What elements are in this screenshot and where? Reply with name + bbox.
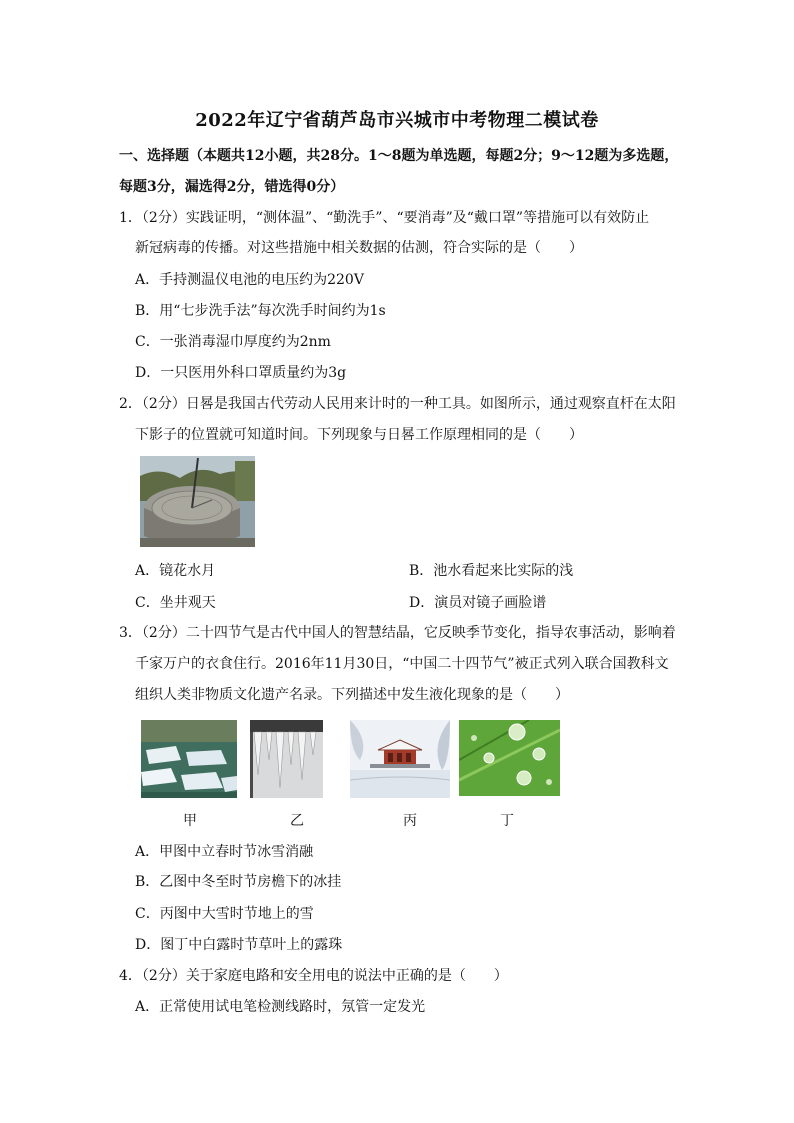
question-1-option-b: B．用“七步洗手法”每次洗手时间约为1s: [135, 303, 386, 319]
question-4-stem-line-1: 4．（2分）关于家庭电路和安全用电的说法中正确的是（ ）: [119, 968, 508, 984]
caption-ding: 丁: [500, 813, 514, 829]
question-1-stem-line-2: 新冠病毒的传播。对这些措施中相关数据的估测，符合实际的是（ ）: [135, 240, 583, 256]
question-1-option-c: C．一张消毒湿巾厚度约为2nm: [135, 334, 331, 350]
question-2-option-c: C．坐井观天: [135, 595, 216, 611]
question-3-option-b: B．乙图中冬至时节房檐下的冰挂: [135, 874, 342, 890]
question-3-stem-line-1: 3．（2分）二十四节气是古代中国人的智慧结晶，它反映季节变化，指导农事活动，影响着: [119, 625, 676, 641]
caption-yi: 乙: [290, 813, 304, 829]
photo-jia-melting-ice: [141, 720, 237, 798]
photo-bing-snow-pavilion: [350, 720, 450, 798]
section-heading-line-1: 一、选择题（本题共12小题，共28分。1～8题为单选题，每题2分；9～12题为多选题，: [119, 148, 679, 164]
question-3-stem-line-2: 千家万户的衣食住行。2016年11月30日，“中国二十四节气”被正式列入联合国教科文: [135, 656, 669, 672]
question-2-stem-line-2: 下影子的位置就可知道时间。下列现象与日晷工作原理相同的是（ ）: [135, 427, 583, 443]
sundial-photo: [140, 456, 255, 547]
question-1-option-a: A．手持测温仪电池的电压约为220V: [135, 272, 364, 288]
exam-title: 2022年辽宁省葫芦岛市兴城市中考物理二模试卷: [195, 110, 599, 131]
question-2-stem-line-1: 2．（2分）日晷是我国古代劳动人民用来计时的一种工具。如图所示，通过观察直杆在太阳: [119, 396, 676, 412]
caption-bing: 丙: [403, 813, 417, 829]
question-1-stem-line-1: 1．（2分）实践证明，“测体温”、“勤洗手”、“要消毒”及“戴口罩”等措施可以有效防止: [119, 210, 650, 226]
question-4-option-a: A．正常使用试电笔检测线路时，氖管一定发光: [135, 999, 426, 1015]
photo-yi-icicles: [250, 720, 323, 798]
question-3-option-a: A．甲图中立春时节冰雪消融: [135, 844, 314, 860]
question-3-option-d: D．图丁中白露时节草叶上的露珠: [135, 937, 343, 953]
question-3-option-c: C．丙图中大雪时节地上的雪: [135, 906, 314, 922]
caption-jia: 甲: [183, 813, 197, 829]
question-1-option-d: D．一只医用外科口罩质量约为3g: [135, 365, 347, 381]
question-3-stem-line-3: 组织人类非物质文化遗产名录。下列描述中发生液化现象的是（ ）: [135, 687, 569, 703]
question-2-option-d: D．演员对镜子画脸谱: [409, 595, 547, 611]
photo-ding-dew-on-leaf: [459, 720, 560, 796]
question-2-option-b: B．池水看起来比实际的浅: [409, 563, 574, 579]
section-heading-line-2: 每题3分，漏选得2分，错选得0分）: [119, 179, 345, 195]
question-2-option-a: A．镜花水月: [135, 563, 216, 579]
